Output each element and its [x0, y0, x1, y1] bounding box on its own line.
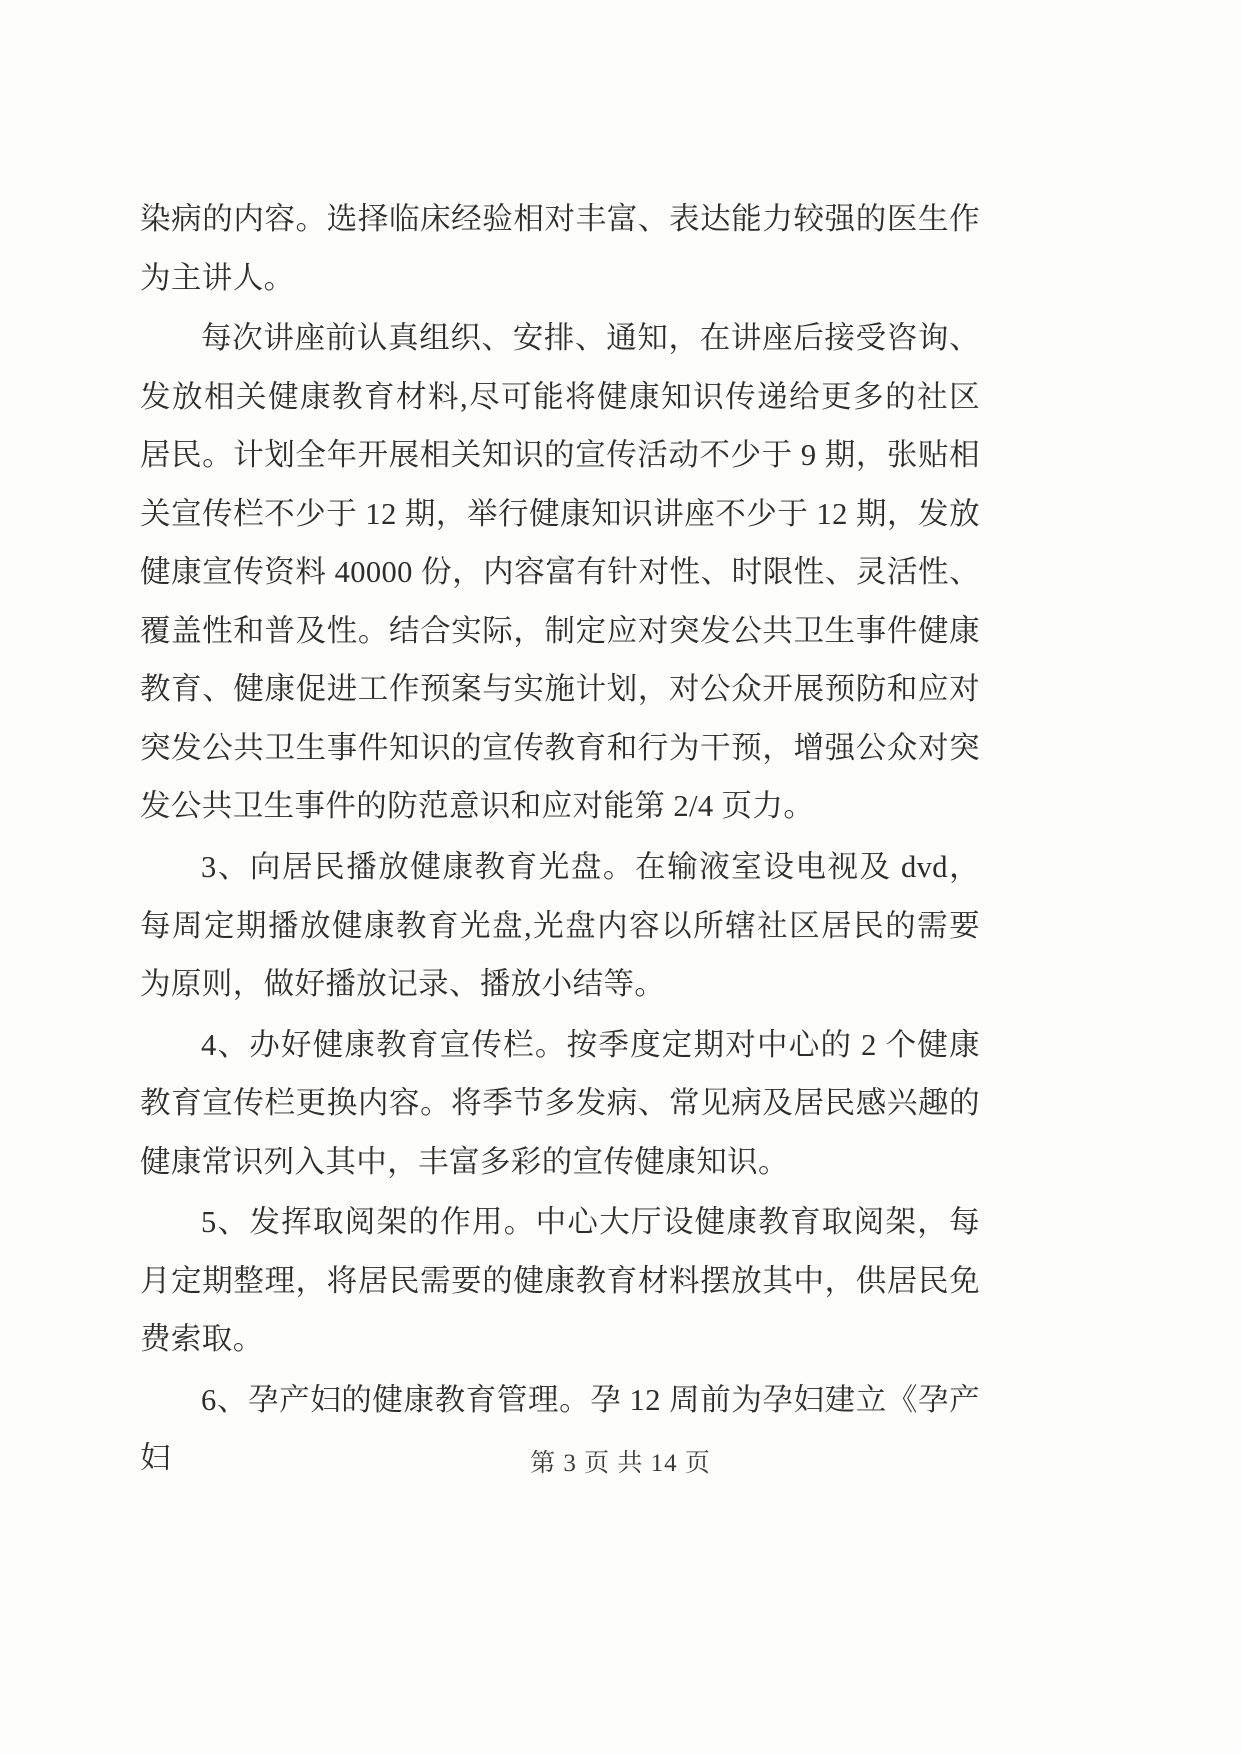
paragraph-4: 4、办好健康教育宣传栏。按季度定期对中心的 2 个健康教育宣传栏更换内容。将季节多发病、常见病及居民感兴趣的健康常识列入其中，丰富多彩的宣传健康知识。	[140, 1027, 980, 1179]
paragraph-3: 3、向居民播放健康教育光盘。在输液室设电视及 dvd，每周定期播放健康教育光盘,光盘内容以所辖社区居民的需要为原则，做好播放记录、播放小结等。	[140, 850, 980, 1002]
paragraph-2: 每次讲座前认真组织、安排、通知，在讲座后接受咨询、发放相关健康教育材料,尽可能将健康知识传递给更多的社区居民。计划全年开展相关知识的宣传活动不少于 9 期，张贴相关宣传栏不少于 12 期，举行健康知识讲座不少于 12 期，发放健康宣传资料 40000 份，内容富有针对性、时限性、灵活性、覆盖性和普及性。结合实际，制定应对突发公共卫生事件健康教育、健康促进工作预案与实施计划，对公众开展预防和应对突发公共卫生事件知识的宣传教育和行为干预，增强公众对突发公共卫生事件的防范意识和应对能第 2/4 页力。	[140, 321, 980, 824]
paragraph-6: 6、孕产妇的健康教育管理。孕 12 周前为孕妇建立《孕产妇	[140, 1382, 980, 1476]
document-body	[140, 190, 980, 1490]
paragraph-5: 5、发挥取阅架的作用。中心大厅设健康教育取阅架，每月定期整理，将居民需要的健康教育材料摆放其中，供居民免费索取。	[140, 1205, 980, 1357]
paragraph-1: 染病的内容。选择临床经验相对丰富、表达能力较强的医生作为主讲人。	[140, 202, 980, 295]
page-footer: 第 3 页 共 14 页	[530, 1450, 711, 1477]
